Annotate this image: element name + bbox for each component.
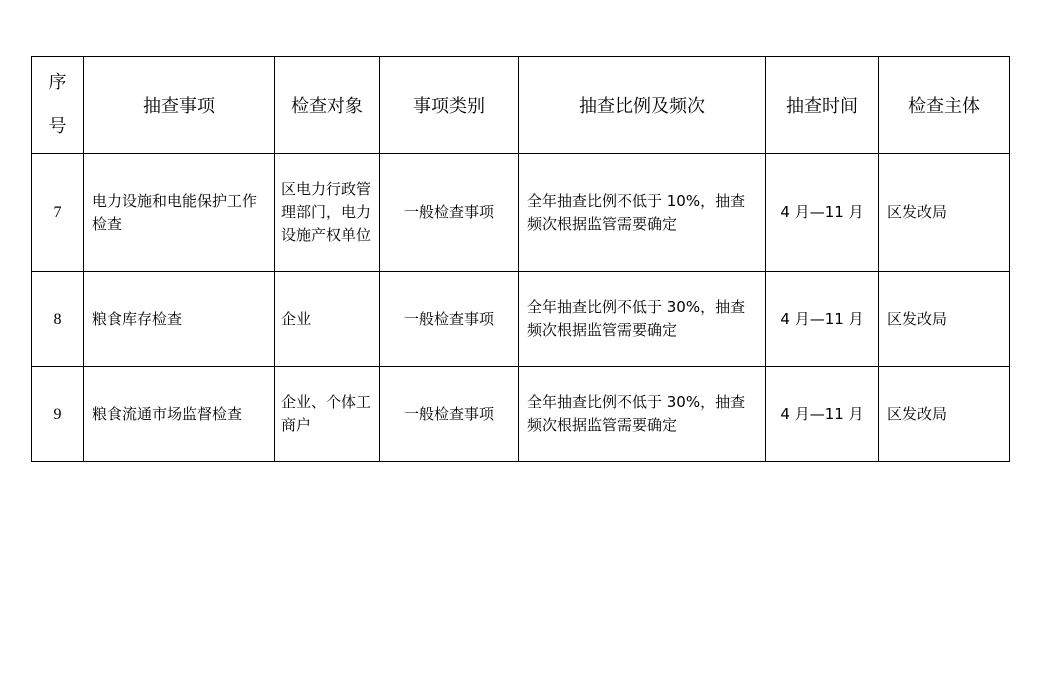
row-target — [275, 367, 380, 462]
row-item-text: 粮食流通市场监督检查 — [92, 404, 243, 423]
row-ratio — [519, 272, 766, 367]
row-subject-text: 区发改局 — [887, 309, 948, 328]
row-target-text: 区电力行政管理部门，电力设施产权单位 — [281, 180, 372, 244]
inspection-table — [31, 56, 1010, 462]
row-time: 4 月—11 月 — [766, 154, 879, 272]
header-subject: 检查主体 — [879, 57, 1010, 154]
row-seq: 8 — [32, 272, 84, 367]
row-item — [84, 367, 275, 462]
row-item-text: 电力设施和电能保护工作检查 — [92, 191, 258, 233]
row-item-text: 粮食库存检查 — [92, 309, 183, 328]
row-target-text: 企业、个体工商户 — [281, 393, 372, 434]
header-item: 抽查事项 — [84, 57, 275, 154]
header-ratio: 抽查比例及频次 — [519, 57, 766, 154]
row-seq: 9 — [32, 367, 84, 462]
row-seq: 7 — [32, 154, 84, 272]
header-seq — [32, 57, 84, 154]
table-row — [32, 367, 1010, 462]
row-time: 4 月—11 月 — [766, 367, 879, 462]
row-subject — [879, 367, 1010, 462]
row-category: 一般检查事项 — [380, 367, 519, 462]
row-item — [84, 272, 275, 367]
row-subject — [879, 154, 1010, 272]
row-ratio — [519, 154, 766, 272]
row-time: 4 月—11 月 — [766, 272, 879, 367]
table-row — [32, 154, 1010, 272]
header-target: 检查对象 — [275, 57, 380, 154]
row-category: 一般检查事项 — [380, 272, 519, 367]
row-target — [275, 154, 380, 272]
header-seq-line1: 序 — [48, 72, 67, 93]
header-time: 抽查时间 — [766, 57, 879, 154]
row-subject-text: 区发改局 — [887, 203, 948, 221]
row-item — [84, 154, 275, 272]
row-target — [275, 272, 380, 367]
row-ratio-text: 全年抽查比例不低于 30%，抽查频次根据监管需要确定 — [527, 298, 746, 339]
header-category: 事项类别 — [380, 57, 519, 154]
header-row — [32, 57, 1010, 154]
row-subject — [879, 272, 1010, 367]
row-ratio-text: 全年抽查比例不低于 10%，抽查频次根据监管需要确定 — [527, 191, 746, 233]
row-ratio-text: 全年抽查比例不低于 30%，抽查频次根据监管需要确定 — [527, 393, 746, 434]
row-category: 一般检查事项 — [380, 154, 519, 272]
row-subject-text: 区发改局 — [887, 404, 948, 423]
row-ratio — [519, 367, 766, 462]
row-target-text: 企业 — [281, 309, 312, 328]
header-seq-line2: 号 — [48, 116, 67, 137]
table-row — [32, 272, 1010, 367]
